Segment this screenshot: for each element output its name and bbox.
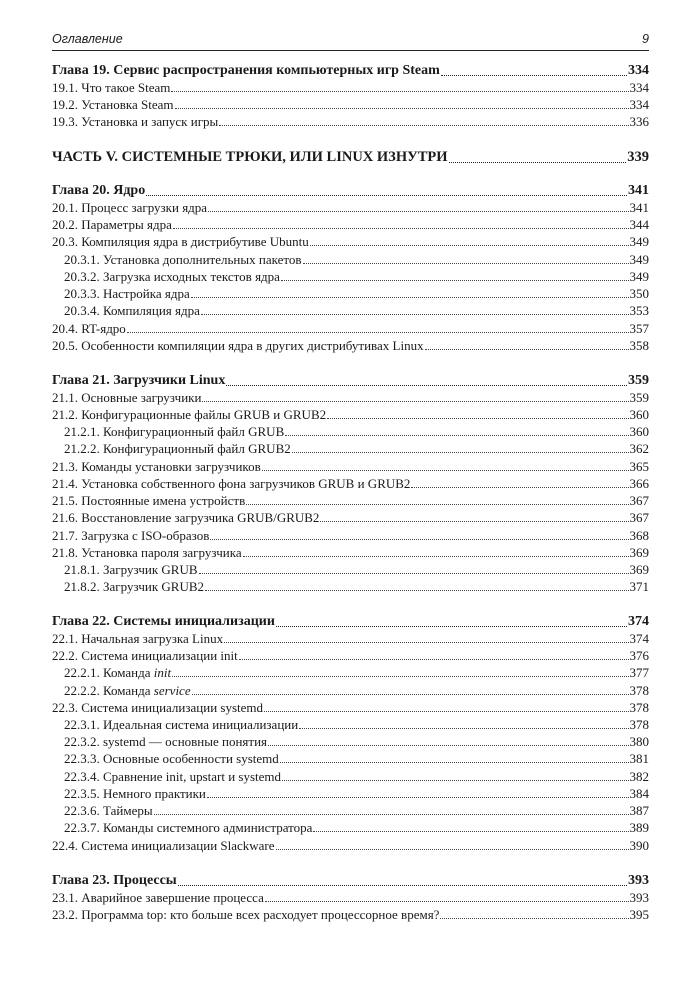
toc-entry-title: 20.2. Параметры ядра [52,217,172,232]
toc-entry-title: 19.1. Что такое Steam [52,80,171,95]
toc-subsection-entry [52,578,649,595]
toc-entry-title: 20.3.3. Настройка ядра [64,286,190,301]
toc-subsection-entry [52,268,649,285]
toc-section-entry [52,630,649,647]
toc-entry-page: 341 [629,200,649,215]
toc-entry-page: 384 [629,786,649,801]
header-title: Оглавление [52,32,123,46]
toc-section-entry [52,113,649,130]
toc-entry-title: 22.1. Начальная загрузка Linux [52,631,224,646]
toc-entry-page: 339 [627,149,649,165]
toc-section-entry [52,527,649,544]
toc-entry-page: 380 [629,734,649,749]
toc-subsection-entry [52,733,649,750]
dot-leader [303,251,629,264]
toc-section-entry [52,96,649,113]
toc-section-entry [52,199,649,216]
dot-leader [441,61,627,76]
dot-leader [226,371,627,386]
dot-leader [210,527,628,540]
toc-entry-page: 366 [629,476,649,491]
header-page-number: 9 [642,32,649,46]
toc-entry-page: 357 [629,321,649,336]
toc-entry-title: 23.1. Аварийное завершение процесса [52,890,264,905]
toc-subsection-entry [52,285,649,302]
toc-entry-page: 369 [629,562,649,577]
toc-entry-page: 389 [629,820,649,835]
toc-section-entry [52,837,649,854]
toc-section-entry [52,389,649,406]
toc-entry-page: 393 [629,890,649,905]
toc-section-entry [52,889,649,906]
toc-entry-title: 22.3.1. Идеальная система инициализации [64,717,299,732]
toc-entry-title: 21.2.2. Конфигурационный файл GRUB2 [64,441,291,456]
toc-subsection-entry [52,302,649,319]
dot-leader [411,475,628,488]
toc-subsection-entry [52,750,649,767]
toc-entry-page: 368 [629,528,649,543]
toc-section-entry [52,320,649,337]
toc-entry-title: 22.3.2. systemd — основные понятия [64,734,268,749]
toc-entry-title: 21.5. Постоянные имена устройств [52,493,246,508]
toc-entry-page: 341 [628,183,649,198]
toc-section-entry [52,509,649,526]
dot-leader [265,889,629,902]
dot-leader [172,664,628,677]
dot-leader [154,802,629,815]
toc-entry-page: 377 [629,665,649,680]
toc-entry-page: 359 [629,390,649,405]
dot-leader [282,768,628,781]
toc-chapter-entry [52,371,649,390]
toc-entry-page: 382 [629,769,649,784]
toc-entry-page: 374 [629,631,649,646]
toc-subsection-entry [52,251,649,268]
toc-section-entry [52,216,649,233]
toc-entry-title: Глава 19. Сервис распространения компьютерных игр Steam [52,63,440,78]
dot-leader [327,406,628,419]
toc-entry-page: 395 [629,907,649,922]
toc-entry-title: 22.3.4. Сравнение init, upstart и systemd [64,769,282,784]
toc-entry-title: 22.2. Система инициализации init [52,648,238,663]
toc-section-entry [52,492,649,509]
dot-leader [171,79,628,92]
toc-entry-title: 21.7. Загрузка с ISO-образов [52,528,210,543]
dot-leader [243,544,629,557]
toc-subsection-entry [52,423,649,440]
dot-leader [175,96,629,109]
toc-subsection-entry [52,768,649,785]
toc-entry-title: 20.3. Компиляция ядра в дистрибутиве Ubuntu [52,234,309,249]
toc-entry-page: 334 [628,63,649,78]
toc-chapter-entry [52,871,649,890]
toc-entry-page: 378 [629,717,649,732]
toc-entry-title: 21.8. Установка пароля загрузчика [52,545,242,560]
toc-entry-title: 20.4. RT-ядро [52,321,126,336]
toc-entry-page: 360 [629,407,649,422]
dot-leader [262,458,629,471]
toc-entry-title: 22.3.3. Основные особенности systemd [64,751,279,766]
dot-leader [208,199,628,212]
dot-leader [201,302,629,315]
dot-leader [281,268,629,281]
toc-entry-title: 22.3.5. Немного практики [64,786,206,801]
dot-leader [127,320,629,333]
toc-entry-page: 369 [629,545,649,560]
toc-subsection-entry [52,802,649,819]
toc-entry-title: 20.3.4. Компиляция ядра [64,303,200,318]
toc-section-entry [52,337,649,354]
toc-subsection-entry [52,785,649,802]
toc-section-entry [52,647,649,664]
toc-entry-title: Глава 20. Ядро [52,183,146,198]
dot-leader [449,147,627,163]
toc-entry-page: 358 [629,338,649,353]
toc-subsection-entry [52,440,649,457]
toc-entry-title: 22.3. Система инициализации systemd [52,700,264,715]
toc-entry-title: 22.2.2. Команда service [64,683,191,698]
dot-leader [239,647,629,660]
dot-leader [219,113,628,126]
toc-entry-page: 353 [629,303,649,318]
toc-entry-title: 21.2. Конфигурационные файлы GRUB и GRUB2 [52,407,327,422]
toc-entry-title: 21.8.2. Загрузчик GRUB2 [64,579,204,594]
dot-leader [292,440,629,453]
toc-entry-title: 22.3.7. Команды системного администратора [64,820,313,835]
toc-entry-title: Глава 21. Загрузчики Linux [52,373,226,388]
toc-entry-page: 336 [629,114,649,129]
dot-leader [425,337,629,350]
dot-leader [173,216,629,229]
toc-entry-title: 22.2.1. Команда init [64,665,172,680]
toc-entry-page: 374 [628,614,649,629]
toc-entry-title: 20.3.2. Загрузка исходных текстов ядра [64,269,280,284]
toc-entry-title: 21.1. Основные загрузчики [52,390,202,405]
dot-leader [191,285,629,298]
dot-leader [246,492,628,505]
dot-leader [146,181,627,196]
toc-section-entry [52,699,649,716]
dot-leader [268,733,628,746]
toc-chapter-entry [52,181,649,200]
dot-leader [440,906,628,919]
dot-leader [276,612,627,627]
toc-entry-title: 20.3.1. Установка дополнительных пакетов [64,252,302,267]
toc-entry-page: 334 [629,97,649,112]
dot-leader [276,837,629,850]
toc-entry-title: 21.4. Установка собственного фона загрузчиков GRUB и GRUB2 [52,476,411,491]
toc-section-entry [52,475,649,492]
toc-entry-title: Глава 23. Процессы [52,873,177,888]
dot-leader [310,233,629,246]
toc-entry-title: 22.4. Система инициализации Slackware [52,838,275,853]
toc-section-entry [52,79,649,96]
dot-leader [299,716,628,729]
dot-leader [205,578,629,591]
dot-leader [178,871,627,886]
dot-leader [192,682,629,695]
toc-entry-title: 23.2. Программа top: кто больше всех расходует процессорное время? [52,907,440,922]
toc-entry-title: ЧАСТЬ V. СИСТЕМНЫЕ ТРЮКИ, ИЛИ LINUX ИЗНУТРИ [52,149,448,165]
toc-entry-page: 349 [629,234,649,249]
dot-leader [280,750,629,763]
toc-entry-page: 362 [629,441,649,456]
toc-entry-page: 350 [629,286,649,301]
toc-entry-title: 21.8.1. Загрузчик GRUB [64,562,198,577]
toc-entry-page: 378 [629,683,649,698]
toc-entry-page: 360 [629,424,649,439]
toc-chapter-entry [52,612,649,631]
dot-leader [285,423,628,436]
toc-entry-title: 19.2. Установка Steam [52,97,174,112]
dot-leader [199,561,629,574]
toc-entry-title: 22.3.6. Таймеры [64,803,153,818]
dot-leader [224,630,628,643]
toc-entry-page: 390 [629,838,649,853]
toc-entry-title: 20.5. Особенности компиляции ядра в других дистрибутивах Linux [52,338,424,353]
toc-entry-title: 21.6. Восстановление загрузчика GRUB/GRUB2 [52,510,320,525]
toc-entry-page: 365 [629,459,649,474]
toc-section-entry [52,544,649,561]
running-header [52,30,649,51]
toc-entry-title: Глава 22. Системы инициализации [52,614,275,629]
toc-subsection-entry [52,664,649,681]
toc-entry-page: 387 [629,803,649,818]
toc-entry-page: 349 [629,269,649,284]
dot-leader [313,819,628,832]
toc-entry-page: 367 [629,493,649,508]
toc-entry-page: 393 [628,873,649,888]
toc-entry-page: 344 [629,217,649,232]
toc-entry-title: 21.2.1. Конфигурационный файл GRUB [64,424,285,439]
toc-part-entry [52,147,649,167]
dot-leader [264,699,628,712]
toc-section-entry [52,233,649,250]
toc-entry-page: 359 [628,373,649,388]
toc-subsection-entry [52,561,649,578]
toc-section-entry [52,458,649,475]
toc-entry-page: 371 [629,579,649,594]
toc-chapter-entry [52,61,649,80]
toc-entry-page: 349 [629,252,649,267]
toc-subsection-entry [52,716,649,733]
dot-leader [320,509,628,522]
toc-entry-page: 367 [629,510,649,525]
toc-entry-title: 20.1. Процесс загрузки ядра [52,200,208,215]
toc-section-entry [52,406,649,423]
toc-entry-page: 334 [629,80,649,95]
toc-entry-title: 21.3. Команды установки загрузчиков [52,459,261,474]
toc-entry-page: 376 [629,648,649,663]
dot-leader [202,389,628,402]
toc-entry-page: 381 [629,751,649,766]
toc-entry-title: 19.3. Установка и запуск игры [52,114,219,129]
dot-leader [207,785,629,798]
toc-subsection-entry [52,819,649,836]
toc-entry-page: 378 [629,700,649,715]
toc-subsection-entry [52,682,649,699]
toc-section-entry [52,906,649,923]
